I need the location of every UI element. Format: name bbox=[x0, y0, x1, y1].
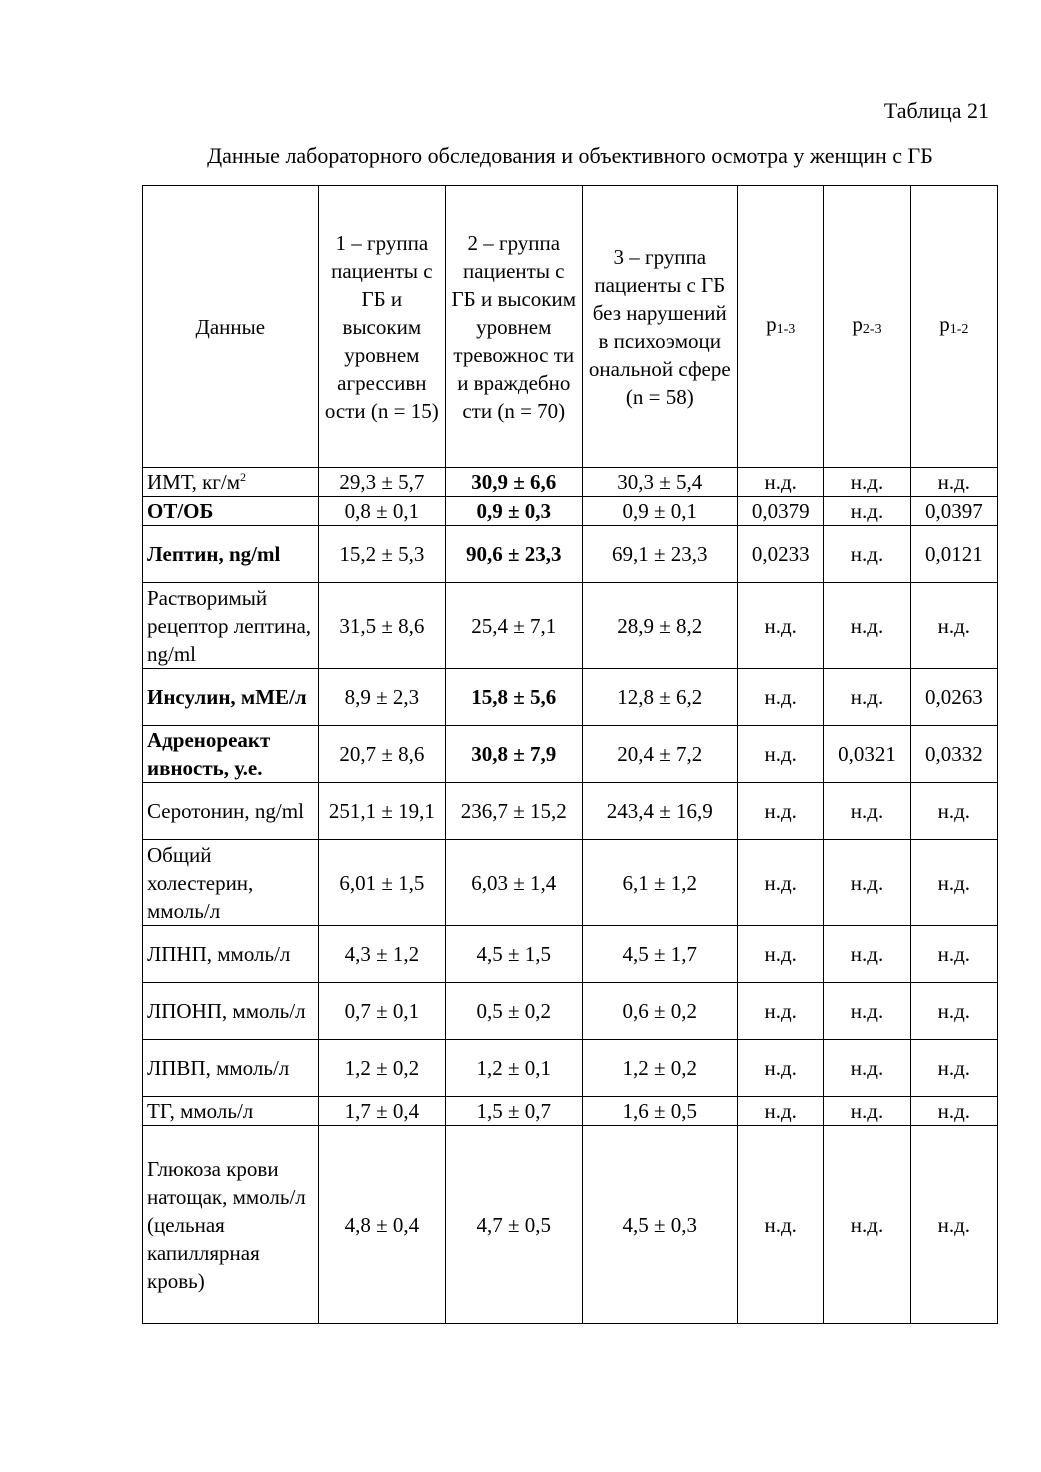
row-label: ЛПОНП, ммоль/л bbox=[143, 983, 319, 1040]
cell-g1: 31,5 ± 8,6 bbox=[318, 583, 445, 669]
row-label: ТГ, ммоль/л bbox=[143, 1097, 319, 1126]
row-label: Инсулин, мМЕ/л bbox=[143, 669, 319, 726]
cell-p13: н.д. bbox=[738, 840, 824, 926]
table-row bbox=[143, 840, 998, 926]
cell-g3: 243,4 ± 16,9 bbox=[582, 783, 738, 840]
cell-p12: н.д. bbox=[910, 783, 997, 840]
cell-p23: н.д. bbox=[824, 1126, 910, 1324]
cell-p23: н.д. bbox=[824, 983, 910, 1040]
cell-p12: 0,0263 bbox=[910, 669, 997, 726]
cell-p23: н.д. bbox=[824, 1040, 910, 1097]
table-row bbox=[143, 783, 998, 840]
cell-g2: 1,5 ± 0,7 bbox=[446, 1097, 582, 1126]
cell-g2: 0,5 ± 0,2 bbox=[446, 983, 582, 1040]
cell-p23: 0,0321 bbox=[824, 726, 910, 783]
table-row bbox=[143, 1126, 998, 1324]
cell-p12: 0,0332 bbox=[910, 726, 997, 783]
cell-p12: н.д. bbox=[910, 1126, 997, 1324]
cell-g2: 25,4 ± 7,1 bbox=[446, 583, 582, 669]
cell-g2: 4,7 ± 0,5 bbox=[446, 1126, 582, 1324]
row-label: Серотонин, ng/ml bbox=[143, 783, 319, 840]
row-label: Адренореакт ивность, у.е. bbox=[143, 726, 319, 783]
cell-p23: н.д. bbox=[824, 1097, 910, 1126]
table-row bbox=[143, 526, 998, 583]
cell-g3: 12,8 ± 6,2 bbox=[582, 669, 738, 726]
cell-g3: 1,6 ± 0,5 bbox=[582, 1097, 738, 1126]
header-group1: 1 – группа пациенты с ГБ и высоким уровнем агрессивн ости (n = 15) bbox=[318, 186, 445, 468]
header-group3: 3 – группа пациенты с ГБ без нарушений в психоэмоци ональной сфере (n = 58) bbox=[582, 186, 738, 468]
cell-g3: 1,2 ± 0,2 bbox=[582, 1040, 738, 1097]
cell-p23: н.д. bbox=[824, 926, 910, 983]
table-row bbox=[143, 926, 998, 983]
cell-p23: н.д. bbox=[824, 497, 910, 526]
cell-g2: 6,03 ± 1,4 bbox=[446, 840, 582, 926]
cell-g2: 1,2 ± 0,1 bbox=[446, 1040, 582, 1097]
cell-p12: 0,0397 bbox=[910, 497, 997, 526]
cell-p13: н.д. bbox=[738, 726, 824, 783]
header-group2: 2 – группа пациенты с ГБ и высоким уровнем тревожнос ти и враждебно сти (n = 70) bbox=[446, 186, 582, 468]
header-p23-sub: 2-3 bbox=[862, 321, 882, 337]
header-p12 bbox=[910, 186, 997, 468]
row-label-text: ИМТ, кг/м bbox=[147, 470, 241, 494]
table-row bbox=[143, 726, 998, 783]
cell-g3: 0,9 ± 0,1 bbox=[582, 497, 738, 526]
cell-g1: 20,7 ± 8,6 bbox=[318, 726, 445, 783]
cell-p13: 0,0379 bbox=[738, 497, 824, 526]
cell-g3: 69,1 ± 23,3 bbox=[582, 526, 738, 583]
cell-g2: 0,9 ± 0,3 bbox=[446, 497, 582, 526]
header-row bbox=[143, 186, 998, 468]
cell-g1: 1,7 ± 0,4 bbox=[318, 1097, 445, 1126]
cell-p13: н.д. bbox=[738, 1040, 824, 1097]
cell-g3: 28,9 ± 8,2 bbox=[582, 583, 738, 669]
row-label: ЛПНП, ммоль/л bbox=[143, 926, 319, 983]
cell-g2: 90,6 ± 23,3 bbox=[446, 526, 582, 583]
cell-p23: н.д. bbox=[824, 669, 910, 726]
cell-p13: н.д. bbox=[738, 1126, 824, 1324]
cell-g3: 30,3 ± 5,4 bbox=[582, 468, 738, 497]
cell-g2: 15,8 ± 5,6 bbox=[446, 669, 582, 726]
cell-p23: н.д. bbox=[824, 783, 910, 840]
cell-p13: н.д. bbox=[738, 983, 824, 1040]
cell-p13: н.д. bbox=[738, 669, 824, 726]
cell-g3: 4,5 ± 0,3 bbox=[582, 1126, 738, 1324]
row-label bbox=[143, 468, 319, 497]
row-label: Общий холестерин, ммоль/л bbox=[143, 840, 319, 926]
row-label: Глюкоза крови натощак, ммоль/л (цельная капиллярная кровь) bbox=[143, 1126, 319, 1324]
cell-g2: 4,5 ± 1,5 bbox=[446, 926, 582, 983]
row-label-sup: 2 bbox=[240, 470, 247, 484]
cell-p13: н.д. bbox=[738, 1097, 824, 1126]
row-label: ОТ/ОБ bbox=[143, 497, 319, 526]
table-row bbox=[143, 583, 998, 669]
cell-p23: н.д. bbox=[824, 468, 910, 497]
table-row bbox=[143, 497, 998, 526]
cell-p12: н.д. bbox=[910, 840, 997, 926]
cell-g1: 0,8 ± 0,1 bbox=[318, 497, 445, 526]
cell-p23: н.д. bbox=[824, 526, 910, 583]
cell-g3: 6,1 ± 1,2 bbox=[582, 840, 738, 926]
cell-g1: 0,7 ± 0,1 bbox=[318, 983, 445, 1040]
table-row bbox=[143, 1040, 998, 1097]
header-p13-base: p bbox=[766, 311, 777, 336]
header-p23 bbox=[824, 186, 910, 468]
row-label: ЛПВП, ммоль/л bbox=[143, 1040, 319, 1097]
cell-p12: н.д. bbox=[910, 926, 997, 983]
cell-g1: 6,01 ± 1,5 bbox=[318, 840, 445, 926]
cell-p13: н.д. bbox=[738, 583, 824, 669]
cell-g3: 0,6 ± 0,2 bbox=[582, 983, 738, 1040]
header-p12-base: p bbox=[939, 311, 950, 336]
cell-g1: 8,9 ± 2,3 bbox=[318, 669, 445, 726]
cell-g1: 4,8 ± 0,4 bbox=[318, 1126, 445, 1324]
table-row bbox=[143, 983, 998, 1040]
header-p13 bbox=[738, 186, 824, 468]
cell-p12: н.д. bbox=[910, 983, 997, 1040]
header-data: Данные bbox=[143, 186, 319, 468]
table-row bbox=[143, 1097, 998, 1126]
table-row bbox=[143, 468, 998, 497]
cell-g1: 251,1 ± 19,1 bbox=[318, 783, 445, 840]
row-label: Растворимый рецептор лептина, ng/ml bbox=[143, 583, 319, 669]
cell-g1: 1,2 ± 0,2 bbox=[318, 1040, 445, 1097]
row-label: Лептин, ng/ml bbox=[143, 526, 319, 583]
lab-data-table bbox=[142, 185, 998, 1324]
cell-p13: н.д. bbox=[738, 926, 824, 983]
cell-g2: 30,9 ± 6,6 bbox=[446, 468, 582, 497]
cell-g2: 30,8 ± 7,9 bbox=[446, 726, 582, 783]
cell-p13: 0,0233 bbox=[738, 526, 824, 583]
cell-p12: н.д. bbox=[910, 468, 997, 497]
cell-p23: н.д. bbox=[824, 583, 910, 669]
cell-p12: н.д. bbox=[910, 583, 997, 669]
cell-g1: 4,3 ± 1,2 bbox=[318, 926, 445, 983]
cell-p23: н.д. bbox=[824, 840, 910, 926]
header-p23-base: p bbox=[852, 311, 863, 336]
cell-p13: н.д. bbox=[738, 468, 824, 497]
cell-p13: н.д. bbox=[738, 783, 824, 840]
cell-p12: 0,0121 bbox=[910, 526, 997, 583]
header-p13-sub: 1-3 bbox=[776, 321, 796, 337]
cell-g3: 4,5 ± 1,7 bbox=[582, 926, 738, 983]
table-caption: Данные лабораторного обследования и объективного осмотра у женщин с ГБ bbox=[207, 143, 933, 168]
table-number: Таблица 21 bbox=[883, 98, 989, 123]
cell-g1: 15,2 ± 5,3 bbox=[318, 526, 445, 583]
cell-g3: 20,4 ± 7,2 bbox=[582, 726, 738, 783]
cell-g1: 29,3 ± 5,7 bbox=[318, 468, 445, 497]
cell-p12: н.д. bbox=[910, 1097, 997, 1126]
table-row bbox=[143, 669, 998, 726]
header-p12-sub: 1-2 bbox=[949, 321, 969, 337]
cell-p12: н.д. bbox=[910, 1040, 997, 1097]
cell-g2: 236,7 ± 15,2 bbox=[446, 783, 582, 840]
